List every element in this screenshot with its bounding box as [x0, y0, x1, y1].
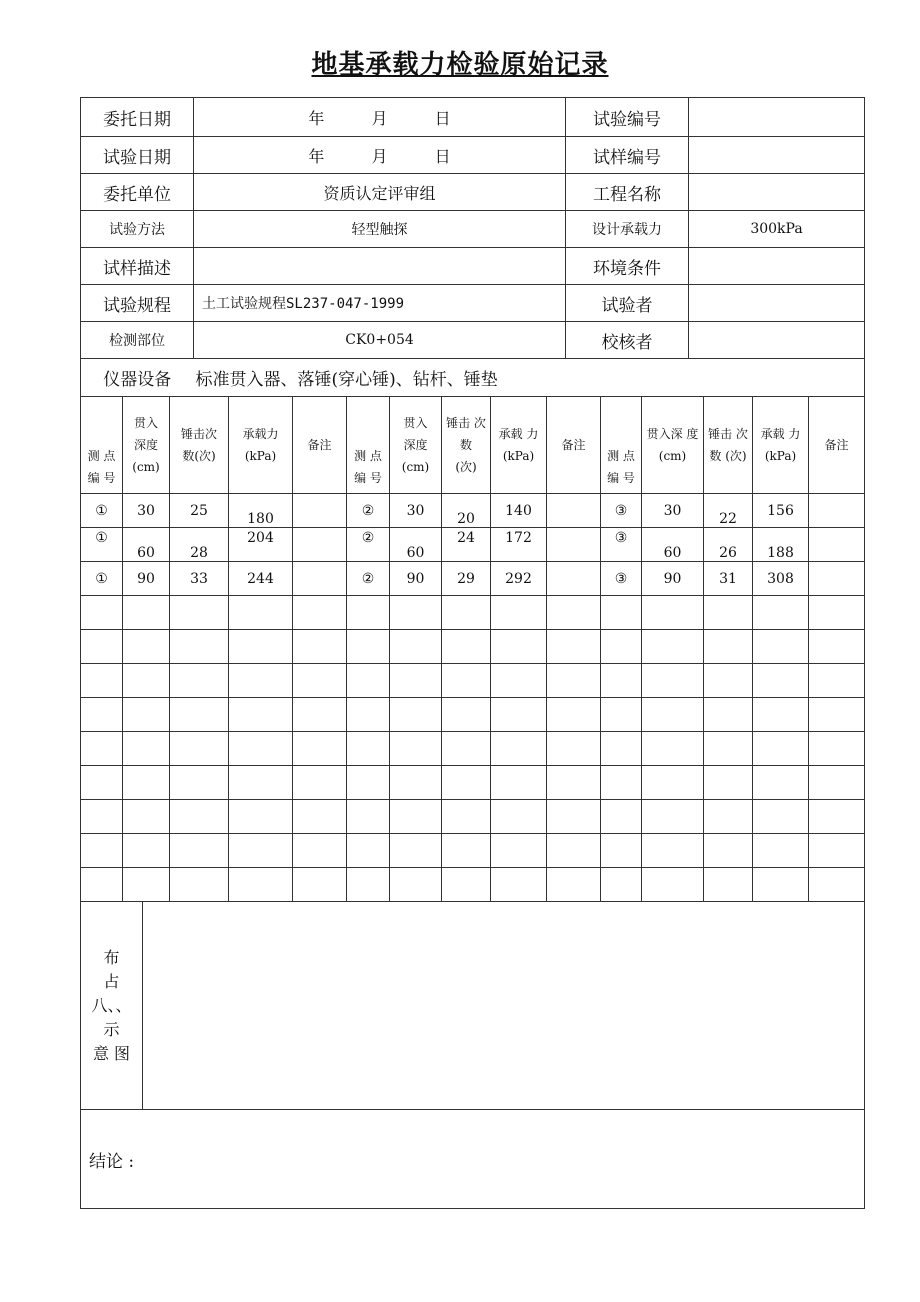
remark-cell[interactable] [809, 562, 865, 596]
point-id-cell[interactable] [347, 630, 390, 664]
tester-value[interactable] [689, 285, 865, 322]
header-depth-a: 贯入 深度 (cm) [123, 397, 170, 494]
depth-cell[interactable] [642, 800, 704, 834]
capacity-cell[interactable] [753, 868, 809, 902]
depth-value: 60 [663, 544, 682, 561]
point-id-value: ② [361, 529, 375, 546]
point-id-cell[interactable] [601, 834, 642, 868]
capacity-cell[interactable] [491, 800, 547, 834]
info-table [80, 97, 865, 397]
project-name-label: 工程名称 [566, 174, 689, 211]
header-blows-a: 锤击次 数(次) [170, 397, 229, 494]
blows-cell[interactable] [170, 664, 229, 698]
blows-cell[interactable] [704, 834, 753, 868]
blows-cell[interactable] [170, 766, 229, 800]
point-id-cell[interactable] [81, 732, 123, 766]
depth-cell[interactable] [123, 528, 170, 562]
depth-cell[interactable] [390, 732, 442, 766]
entrust-unit-value[interactable]: 资质认定评审组 [194, 174, 566, 211]
point-id-cell[interactable] [601, 868, 642, 902]
blows-value: 20 [457, 510, 475, 527]
table-row [81, 562, 865, 596]
table-row [81, 766, 865, 800]
depth-value: 30 [137, 502, 155, 519]
capacity-cell[interactable] [229, 834, 293, 868]
blows-cell[interactable] [170, 698, 229, 732]
capacity-cell[interactable] [229, 766, 293, 800]
point-id-cell[interactable] [601, 664, 642, 698]
entrust-date-label: 委托日期 [81, 98, 194, 137]
point-id-cell[interactable] [81, 766, 123, 800]
blows-cell[interactable] [704, 868, 753, 902]
point-id-value: ① [95, 529, 108, 546]
table-row [81, 528, 865, 562]
depth-cell[interactable] [642, 494, 704, 528]
blows-cell[interactable] [704, 800, 753, 834]
table-row [81, 698, 865, 732]
capacity-value: 292 [505, 570, 532, 587]
conclusion-label: 结论 : [89, 1151, 135, 1172]
point-id-cell[interactable] [347, 562, 390, 596]
blows-cell[interactable] [170, 562, 229, 596]
depth-cell[interactable] [390, 834, 442, 868]
entrust-date-day: 日 [434, 108, 451, 128]
sample-no-label: 试样编号 [566, 137, 689, 174]
capacity-value: 172 [505, 529, 532, 546]
point-id-value: ③ [614, 529, 628, 546]
remark-cell[interactable] [809, 834, 865, 868]
method-label: 试验方法 [81, 211, 194, 248]
blows-cell[interactable] [170, 834, 229, 868]
point-id-cell[interactable] [601, 766, 642, 800]
capacity-cell[interactable] [753, 698, 809, 732]
remark-cell[interactable] [809, 698, 865, 732]
blows-value: 22 [719, 510, 737, 527]
capacity-cell[interactable] [229, 868, 293, 902]
depth-cell[interactable] [123, 630, 170, 664]
point-id-cell[interactable] [601, 494, 642, 528]
blows-cell[interactable] [704, 630, 753, 664]
depth-value: 90 [406, 570, 425, 587]
blows-value: 24 [457, 529, 475, 546]
blows-cell[interactable] [442, 698, 491, 732]
depth-cell[interactable] [123, 596, 170, 630]
env-value[interactable] [689, 248, 865, 285]
remark-cell[interactable] [809, 732, 865, 766]
blows-value: 29 [457, 570, 475, 587]
depth-value: 60 [406, 544, 425, 561]
equipment-label: 仪器设备 [81, 359, 194, 397]
point-id-cell[interactable] [601, 596, 642, 630]
depth-cell[interactable] [390, 868, 442, 902]
blows-cell[interactable] [442, 800, 491, 834]
remark-cell[interactable] [547, 800, 601, 834]
point-id-cell[interactable] [81, 698, 123, 732]
capacity-cell[interactable] [753, 494, 809, 528]
capacity-cell[interactable] [491, 834, 547, 868]
point-id-value: ③ [614, 502, 628, 519]
capacity-cell[interactable] [753, 800, 809, 834]
header-point-b: 测 点 编 号 [347, 397, 390, 494]
point-id-cell[interactable] [81, 800, 123, 834]
tester-label: 试验者 [566, 285, 689, 322]
capacity-cell[interactable] [491, 664, 547, 698]
remark-cell[interactable] [293, 664, 347, 698]
blows-cell[interactable] [442, 732, 491, 766]
spec-value[interactable]: 土工试验规程SL237-047-1999 [194, 285, 566, 322]
depth-cell[interactable] [123, 800, 170, 834]
point-id-cell[interactable] [81, 664, 123, 698]
point-id-value: ② [361, 570, 375, 587]
blows-cell[interactable] [442, 562, 491, 596]
checker-label: 校核者 [566, 322, 689, 359]
blows-cell[interactable] [704, 664, 753, 698]
remark-cell[interactable] [293, 766, 347, 800]
remark-cell[interactable] [293, 800, 347, 834]
remark-cell[interactable] [547, 630, 601, 664]
depth-cell[interactable] [642, 868, 704, 902]
blows-cell[interactable] [704, 766, 753, 800]
capacity-cell[interactable] [491, 528, 547, 562]
remark-cell[interactable] [547, 868, 601, 902]
blows-cell[interactable] [704, 596, 753, 630]
capacity-cell[interactable] [753, 596, 809, 630]
table-row [81, 834, 865, 868]
capacity-cell[interactable] [229, 698, 293, 732]
table-row [81, 868, 865, 902]
capacity-value: 188 [767, 544, 794, 561]
depth-cell[interactable] [642, 732, 704, 766]
depth-cell[interactable] [642, 596, 704, 630]
point-id-value: ② [361, 502, 375, 519]
depth-cell[interactable] [642, 562, 704, 596]
depth-cell[interactable] [642, 766, 704, 800]
depth-cell[interactable] [642, 528, 704, 562]
header-capacity-a: 承载力 (kPa) [229, 397, 293, 494]
point-id-cell[interactable] [81, 630, 123, 664]
depth-cell[interactable] [390, 800, 442, 834]
remark-cell[interactable] [809, 800, 865, 834]
remark-cell[interactable] [809, 664, 865, 698]
point-id-cell[interactable] [601, 528, 642, 562]
blows-cell[interactable] [170, 596, 229, 630]
depth-cell[interactable] [642, 664, 704, 698]
point-id-cell[interactable] [81, 528, 123, 562]
point-id-cell[interactable] [347, 732, 390, 766]
capacity-cell[interactable] [229, 596, 293, 630]
blows-cell[interactable] [170, 868, 229, 902]
blows-cell[interactable] [442, 630, 491, 664]
blows-cell[interactable] [704, 732, 753, 766]
depth-cell[interactable] [390, 528, 442, 562]
depth-cell[interactable] [642, 630, 704, 664]
capacity-cell[interactable] [753, 562, 809, 596]
capacity-cell[interactable] [491, 732, 547, 766]
remark-cell[interactable] [809, 766, 865, 800]
point-id-cell[interactable] [347, 698, 390, 732]
blows-value: 26 [719, 544, 737, 561]
capacity-cell[interactable] [753, 528, 809, 562]
table-row [81, 596, 865, 630]
depth-cell[interactable] [390, 766, 442, 800]
location-label: 检测部位 [81, 322, 194, 359]
point-id-cell[interactable] [347, 800, 390, 834]
header-depth-b: 贯入 深度 (cm) [390, 397, 442, 494]
capacity-value: 244 [247, 570, 274, 587]
table-row [81, 664, 865, 698]
capacity-value: 308 [767, 570, 794, 587]
test-date-day: 日 [434, 146, 451, 166]
capacity-cell[interactable] [753, 834, 809, 868]
blows-cell[interactable] [442, 834, 491, 868]
remark-cell[interactable] [293, 630, 347, 664]
capacity-cell[interactable] [491, 766, 547, 800]
header-remark-c: 备注 [809, 397, 865, 494]
entrust-date-value[interactable] [194, 98, 566, 137]
blows-value: 33 [190, 570, 208, 587]
checker-value[interactable] [689, 322, 865, 359]
remark-cell[interactable] [293, 732, 347, 766]
capacity-cell[interactable] [229, 732, 293, 766]
capacity-cell[interactable] [753, 664, 809, 698]
blows-value: 31 [719, 570, 737, 587]
point-id-cell[interactable] [347, 766, 390, 800]
blows-cell[interactable] [170, 528, 229, 562]
table-row [81, 732, 865, 766]
sample-desc-label: 试样描述 [81, 248, 194, 285]
depth-value: 30 [663, 502, 682, 519]
depth-value: 60 [137, 544, 155, 561]
capacity-cell[interactable] [229, 664, 293, 698]
point-id-cell[interactable] [601, 800, 642, 834]
capacity-cell[interactable] [229, 494, 293, 528]
depth-value: 90 [663, 570, 682, 587]
depth-cell[interactable] [123, 562, 170, 596]
capacity-cell[interactable] [491, 494, 547, 528]
header-point-c: 测 点 编 号 [601, 397, 642, 494]
depth-cell[interactable] [390, 596, 442, 630]
capacity-value: 140 [505, 502, 532, 519]
blows-cell[interactable] [442, 494, 491, 528]
entrust-date-year: 年 [308, 108, 325, 128]
entrust-date-month: 月 [371, 108, 388, 128]
depth-cell[interactable] [123, 698, 170, 732]
remark-cell[interactable] [293, 834, 347, 868]
design-capacity-value[interactable]: 300kPa [689, 211, 865, 248]
header-point-a: 测 点 编 号 [81, 397, 123, 494]
blows-cell[interactable] [704, 528, 753, 562]
depth-cell[interactable] [123, 732, 170, 766]
blows-cell[interactable] [170, 800, 229, 834]
depth-cell[interactable] [642, 698, 704, 732]
project-name-value[interactable] [689, 174, 865, 211]
blows-cell[interactable] [170, 630, 229, 664]
header-blows-c: 锤击 次 数 (次) [704, 397, 753, 494]
capacity-cell[interactable] [753, 732, 809, 766]
depth-value: 90 [137, 570, 155, 587]
point-id-cell[interactable] [81, 562, 123, 596]
design-capacity-label: 设计承载力 [566, 211, 689, 248]
sample-no-value[interactable] [689, 137, 865, 174]
remark-cell[interactable] [547, 834, 601, 868]
header-depth-c: 贯入深 度 (cm) [642, 397, 704, 494]
blows-cell[interactable] [704, 698, 753, 732]
capacity-value: 156 [767, 502, 794, 519]
point-id-cell[interactable] [601, 562, 642, 596]
capacity-cell[interactable] [229, 630, 293, 664]
point-id-cell[interactable] [347, 834, 390, 868]
header-remark-a: 备注 [293, 397, 347, 494]
point-id-cell[interactable] [81, 596, 123, 630]
blows-value: 28 [190, 544, 208, 561]
depth-cell[interactable] [390, 698, 442, 732]
header-remark-b: 备注 [547, 397, 601, 494]
point-id-cell[interactable] [347, 868, 390, 902]
remark-cell[interactable] [547, 596, 601, 630]
blows-cell[interactable] [170, 494, 229, 528]
blows-value: 25 [190, 502, 208, 519]
blows-cell[interactable] [442, 766, 491, 800]
entrust-unit-label: 委托单位 [81, 174, 194, 211]
blows-cell[interactable] [442, 868, 491, 902]
sample-desc-value[interactable] [194, 248, 566, 285]
point-id-cell[interactable] [601, 630, 642, 664]
capacity-cell[interactable] [491, 868, 547, 902]
method-value[interactable]: 轻型触探 [194, 211, 566, 248]
depth-cell[interactable] [642, 834, 704, 868]
capacity-cell[interactable] [229, 562, 293, 596]
remark-cell[interactable] [547, 494, 601, 528]
point-id-cell[interactable] [347, 494, 390, 528]
table-row [81, 494, 865, 528]
point-id-cell[interactable] [601, 698, 642, 732]
remark-cell[interactable] [293, 494, 347, 528]
table-row [81, 800, 865, 834]
point-id-value: ③ [614, 570, 628, 587]
capacity-cell[interactable] [753, 630, 809, 664]
depth-cell[interactable] [123, 766, 170, 800]
blows-cell[interactable] [442, 664, 491, 698]
test-date-year: 年 [308, 146, 325, 166]
depth-cell[interactable] [390, 664, 442, 698]
depth-cell[interactable] [123, 834, 170, 868]
capacity-cell[interactable] [229, 528, 293, 562]
remark-cell[interactable] [547, 766, 601, 800]
remark-cell[interactable] [293, 868, 347, 902]
page-title: 地基承载力检验原始记录 [311, 50, 609, 80]
capacity-cell[interactable] [491, 630, 547, 664]
table-row [81, 630, 865, 664]
header-blows-b: 锤击 次 数 (次) [442, 397, 491, 494]
conclusion-field[interactable] [81, 1110, 865, 1209]
env-label: 环境条件 [566, 248, 689, 285]
blows-cell[interactable] [442, 596, 491, 630]
point-id-cell[interactable] [601, 732, 642, 766]
test-date-value[interactable] [194, 137, 566, 174]
test-no-label: 试验编号 [566, 98, 689, 137]
depth-cell[interactable] [123, 494, 170, 528]
depth-cell[interactable] [390, 630, 442, 664]
spec-label: 试验规程 [81, 285, 194, 322]
capacity-value: 204 [247, 529, 274, 546]
remark-cell[interactable] [809, 868, 865, 902]
point-layout-label: 布 占 八、、 示 意 图 [81, 902, 143, 1110]
depth-cell[interactable] [390, 562, 442, 596]
bottom-table [80, 901, 865, 1209]
header-row [81, 397, 865, 494]
data-table [80, 396, 865, 902]
remark-cell[interactable] [809, 630, 865, 664]
point-id-cell[interactable] [81, 868, 123, 902]
remark-cell[interactable] [547, 698, 601, 732]
test-date-month: 月 [371, 146, 388, 166]
capacity-value: 180 [247, 510, 274, 527]
point-id-value: ① [95, 570, 108, 587]
capacity-cell[interactable] [491, 562, 547, 596]
point-id-value: ① [95, 502, 108, 519]
remark-cell[interactable] [293, 698, 347, 732]
remark-cell[interactable] [293, 562, 347, 596]
remark-cell[interactable] [293, 596, 347, 630]
point-id-cell[interactable] [347, 596, 390, 630]
equipment-value[interactable]: 标准贯入器、落锤(穿心锤)、钻杆、锤垫 [194, 359, 865, 397]
depth-cell[interactable] [390, 494, 442, 528]
blows-cell[interactable] [704, 494, 753, 528]
remark-cell[interactable] [547, 562, 601, 596]
capacity-cell[interactable] [753, 766, 809, 800]
point-id-cell[interactable] [347, 664, 390, 698]
depth-value: 30 [406, 502, 425, 519]
blows-cell[interactable] [704, 562, 753, 596]
point-id-cell[interactable] [81, 494, 123, 528]
remark-cell[interactable] [547, 664, 601, 698]
test-date-label: 试验日期 [81, 137, 194, 174]
point-layout-area[interactable] [143, 902, 865, 1110]
depth-cell[interactable] [123, 664, 170, 698]
header-capacity-b: 承载 力 (kPa) [491, 397, 547, 494]
header-capacity-c: 承载 力 (kPa) [753, 397, 809, 494]
capacity-cell[interactable] [491, 596, 547, 630]
location-value[interactable]: CK0+054 [194, 322, 566, 359]
blows-cell[interactable] [170, 732, 229, 766]
remark-cell[interactable] [809, 528, 865, 562]
remark-cell[interactable] [547, 732, 601, 766]
capacity-cell[interactable] [229, 800, 293, 834]
remark-cell[interactable] [547, 528, 601, 562]
capacity-cell[interactable] [491, 698, 547, 732]
remark-cell[interactable] [809, 494, 865, 528]
test-no-value[interactable] [689, 98, 865, 137]
point-id-cell[interactable] [347, 528, 390, 562]
remark-cell[interactable] [293, 528, 347, 562]
remark-cell[interactable] [809, 596, 865, 630]
blows-cell[interactable] [442, 528, 491, 562]
point-id-cell[interactable] [81, 834, 123, 868]
depth-cell[interactable] [123, 868, 170, 902]
